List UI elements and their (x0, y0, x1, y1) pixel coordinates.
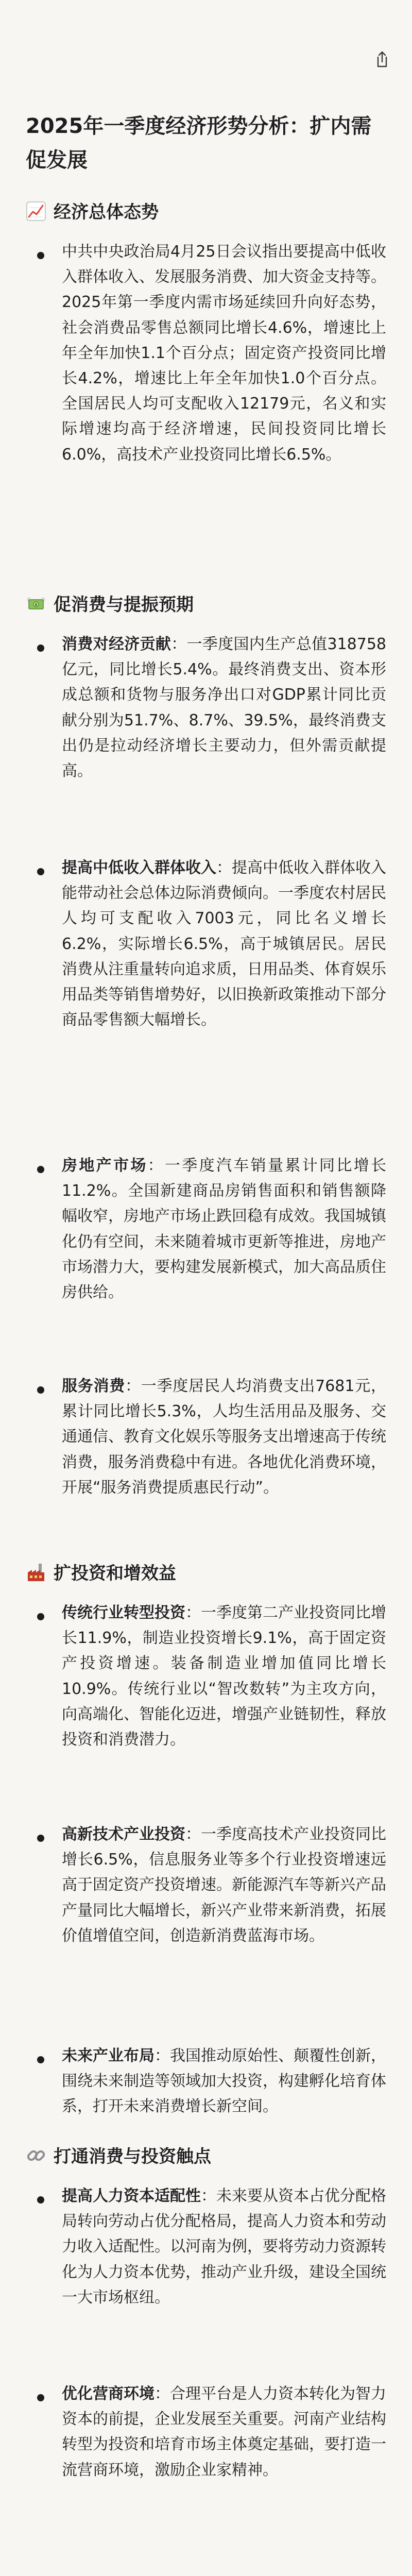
bullet-dot (37, 2394, 44, 2401)
bullet-dot (37, 1386, 44, 1394)
section-heading-text: 打通消费与投资触点 (54, 2146, 211, 2167)
list-item (26, 2043, 386, 2120)
item-body: ：提高中低收入群体收入能带动社会总体边际消费倾向。一季度农村居民人均可支配收入7003元，同比名义增长6.2%，实际增长6.5%，高于城镇居民。居民消费从注重量转向追求质，日用品类、体育娱乐用品类等销售增势好，以旧换新政策推动下部分商品零售额大幅增长。 (62, 859, 386, 1029)
list-item-text (62, 2043, 386, 2120)
list-item-text (62, 1600, 386, 1752)
svg-text:$: $ (35, 603, 38, 607)
item-lead: 未来产业布局 (62, 2047, 154, 2065)
list-item (26, 855, 386, 1032)
link-icon (26, 2145, 46, 2166)
list-item-text (62, 1153, 386, 1305)
list-item-text (62, 632, 386, 784)
section-heading-economy (26, 197, 386, 228)
bullet-dot (37, 1166, 44, 1173)
item-lead: 提高人力资本适配性 (62, 2187, 201, 2205)
item-body: ：未来要从资本占优分配格局转向劳动占优分配格局，提高人力资本和劳动力收入适配性。以河南为例，要将劳动力资源转化为人力资本优势，推动产业升级，建设全国统一大市场枢纽。 (62, 2187, 386, 2307)
chart-increasing-icon (26, 201, 46, 222)
item-body: ：一季度高技术产业投资同比增长6.5%，信息服务业等多个行业投资增速远高于固定资产投资增速。新能源汽车等新兴产品产量同比大幅增长，新兴产业带来新消费，拓展价值增值空间，创造新消费蓝海市场。 (62, 1825, 386, 1945)
top-bar (0, 0, 412, 103)
section-heading-linkage (26, 2141, 386, 2172)
share-icon[interactable] (372, 49, 392, 70)
list-item (26, 1822, 386, 1948)
bullet-dot (37, 868, 44, 875)
item-lead: 优化营商环境 (62, 2385, 154, 2403)
item-body: ：一季度居民人均消费支出7681元，累计同比增长5.3%，人均生活用品及服务、交通通信、教育文化娱乐等服务支出增速高于传统消费，服务消费稳中有进。各地优化消费环境，开展“服务消费提质惠民行动”。 (62, 1377, 386, 1497)
item-lead: 高新技术产业投资 (62, 1825, 185, 1843)
bullet-dot (37, 2196, 44, 2204)
bullet-dot (37, 252, 44, 259)
section-heading-text: 促消费与提振预期 (54, 595, 194, 615)
list-item (26, 1600, 386, 1752)
list-item-text (62, 1822, 386, 1948)
item-lead: 服务消费 (62, 1377, 126, 1395)
list-item (26, 1153, 386, 1305)
list-item (26, 1374, 386, 1500)
money-wings-icon (26, 594, 46, 614)
item-lead: 提高中低收入群体收入 (62, 859, 216, 877)
bullet-dot (37, 645, 44, 652)
item-lead: 传统行业转型投资 (62, 1604, 185, 1622)
list-item-text (62, 2381, 386, 2483)
factory-icon (26, 1562, 46, 1583)
list-item (26, 2381, 386, 2483)
item-lead: 房地产市场 (62, 1157, 148, 1175)
item-body: ：一季度第二产业投资同比增长11.9%，制造业投资增长9.1%，高于固定资产投资增速。装备制造业增加值同比增长10.9%。传统行业以“智改数转”为主攻方向，向高端化、智能化迈进，增强产业链韧性，释放投资和消费潜力。 (62, 1604, 386, 1749)
page-title: 2025年一季度经济形势分析：扩内需促发展 (26, 114, 372, 172)
section-heading-consumption (26, 589, 386, 620)
list-item (26, 239, 386, 467)
item-body: ：一季度汽车销量累计同比增长11.2%。全国新建商品房销售面积和销售额降幅收窄，房地产市场止跌回稳有成效。我国城镇化仍有空间，未来随着城市更新等推进，房地产市场潜力大，要构建发展新模式，加大高品质住房供给。 (62, 1157, 387, 1302)
list-item-text (62, 2183, 386, 2310)
list-item (26, 2183, 386, 2310)
section-heading-investment (26, 1558, 386, 1589)
bullet-dot (37, 1613, 44, 1620)
item-lead: 消费对经济贡献 (62, 635, 171, 653)
bullet-dot (37, 1835, 44, 1842)
list-item-text (62, 1374, 386, 1500)
list-item-text (62, 855, 386, 1032)
section-heading-text: 扩投资和增效益 (54, 1563, 176, 1584)
item-body: ：我国推动原始性、颠覆性创新，围绕未来制造等领域加大投资，构建孵化培育体系，打开未来消费增长新空间。 (62, 2047, 386, 2116)
list-item-text (62, 239, 386, 467)
item-body: ：合理平台是人力资本转化为智力资本的前提，企业发展至关重要。河南产业结构转型为投资和培育市场主体奠定基础，要打造一流营商环境，激励企业家精神。 (62, 2385, 386, 2479)
item-body: 中共中央政治局4月25日会议指出要提高中低收入群体收入、发展服务消费、加大资金支持等。2025年第一季度内需市场延续回升向好态势，社会消费品零售总额同比增长4.6%，增速比上年全年加快1.1个百分点；固定资产投资同比增长4.2%，增速比上年全年加快1.0个百分点。全国居民人均可支配收入12179元，名义和实际增速均高于经济增速，民间投资同比增长6.0%，高技术产业投资同比增长6.5%。 (62, 243, 386, 464)
section-heading-text: 经济总体态势 (54, 202, 159, 223)
item-body: ：一季度国内生产总值318758亿元，同比增长5.4%。最终消费支出、资本形成总额和货物与服务净出口对GDP累计同比贡献分别为51.7%、8.7%、39.5%，最终消费支出仍是拉动经济增长主要动力，但外需贡献提高。 (62, 635, 387, 781)
bullet-dot (37, 2056, 44, 2063)
list-item (26, 632, 386, 784)
